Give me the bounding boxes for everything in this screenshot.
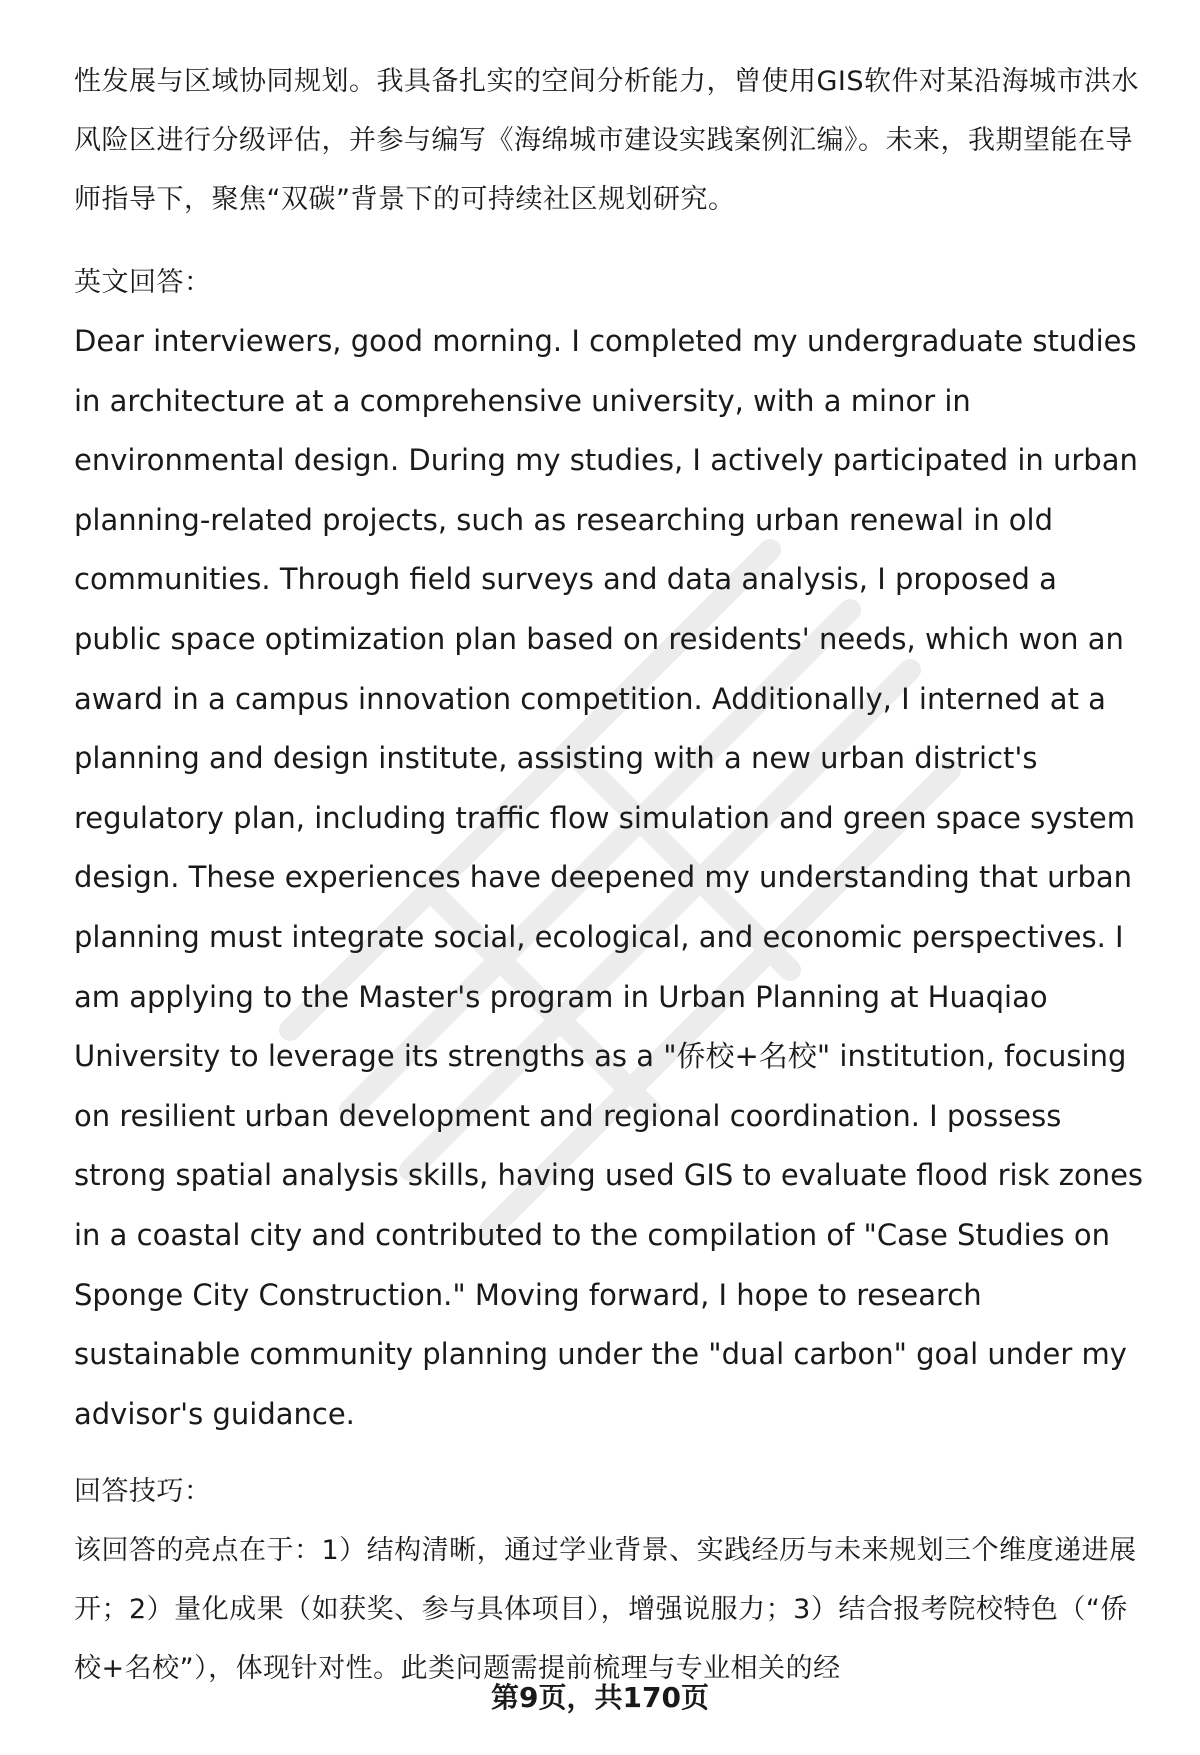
english-answer-paragraph: Dear interviewers, good morning. I completed my undergraduate studies in architecture at a comprehensive university, with a minor in environmental design. During my studies, I actively participated in urban planning-related projects, such as researching urban renewal in old communities. Through field surveys and data analysis, I proposed a public space optimization plan based on residents' needs, which won an award in a campus innovation competition. Additionally, I interned at a planning and design institute, assisting with a new urban district's regulatory plan, including traffic flow simulation and green space system design. These experiences have deepened my understanding that urban planning must integrate social, ecological, and economic perspectives. I am applying to the Master's program in Urban Planning at Huaqiao University to leverage its strengths as a "侨校+名校" institution, focusing on resilient urban development and regional coordination. I possess strong spatial analysis skills, having used GIS to evaluate flood risk zones in a coastal city and contributed to the compilation of "Case Studies on Sponge City Construction." Moving forward, I hope to research sustainable community planning under the "dual carbon" goal under my advisor's guidance. — [74, 324, 1144, 1431]
spacer — [74, 229, 1144, 253]
spacer — [74, 1444, 1144, 1462]
document-body — [74, 52, 1144, 1698]
english-answer-label: 英文回答： — [74, 267, 212, 298]
tips-paragraph: 该回答的亮点在于：1）结构清晰，通过学业背景、实践经历与未来规划三个维度递进展开；2）量化成果（如获奖、参与具体项目），增强说服力；3）结合报考院校特色（“侨校+名校”），体现针对性。此类问题需提前梳理与专业相关的经 — [74, 1535, 1137, 1685]
tips-label: 回答技巧： — [74, 1476, 212, 1508]
page-indicator: 第9页，共170页 — [491, 1681, 709, 1714]
intro-paragraph-continued: 性发展与区域协同规划。我具备扎实的空间分析能力，曾使用GIS软件对某沿海城市洪水风险区进行分级评估，并参与编写《海绵城市建设实践案例汇编》。未来，我期望能在导师指导下，聚焦“双碳”背景下的可持续社区规划研究。 — [74, 66, 1140, 215]
